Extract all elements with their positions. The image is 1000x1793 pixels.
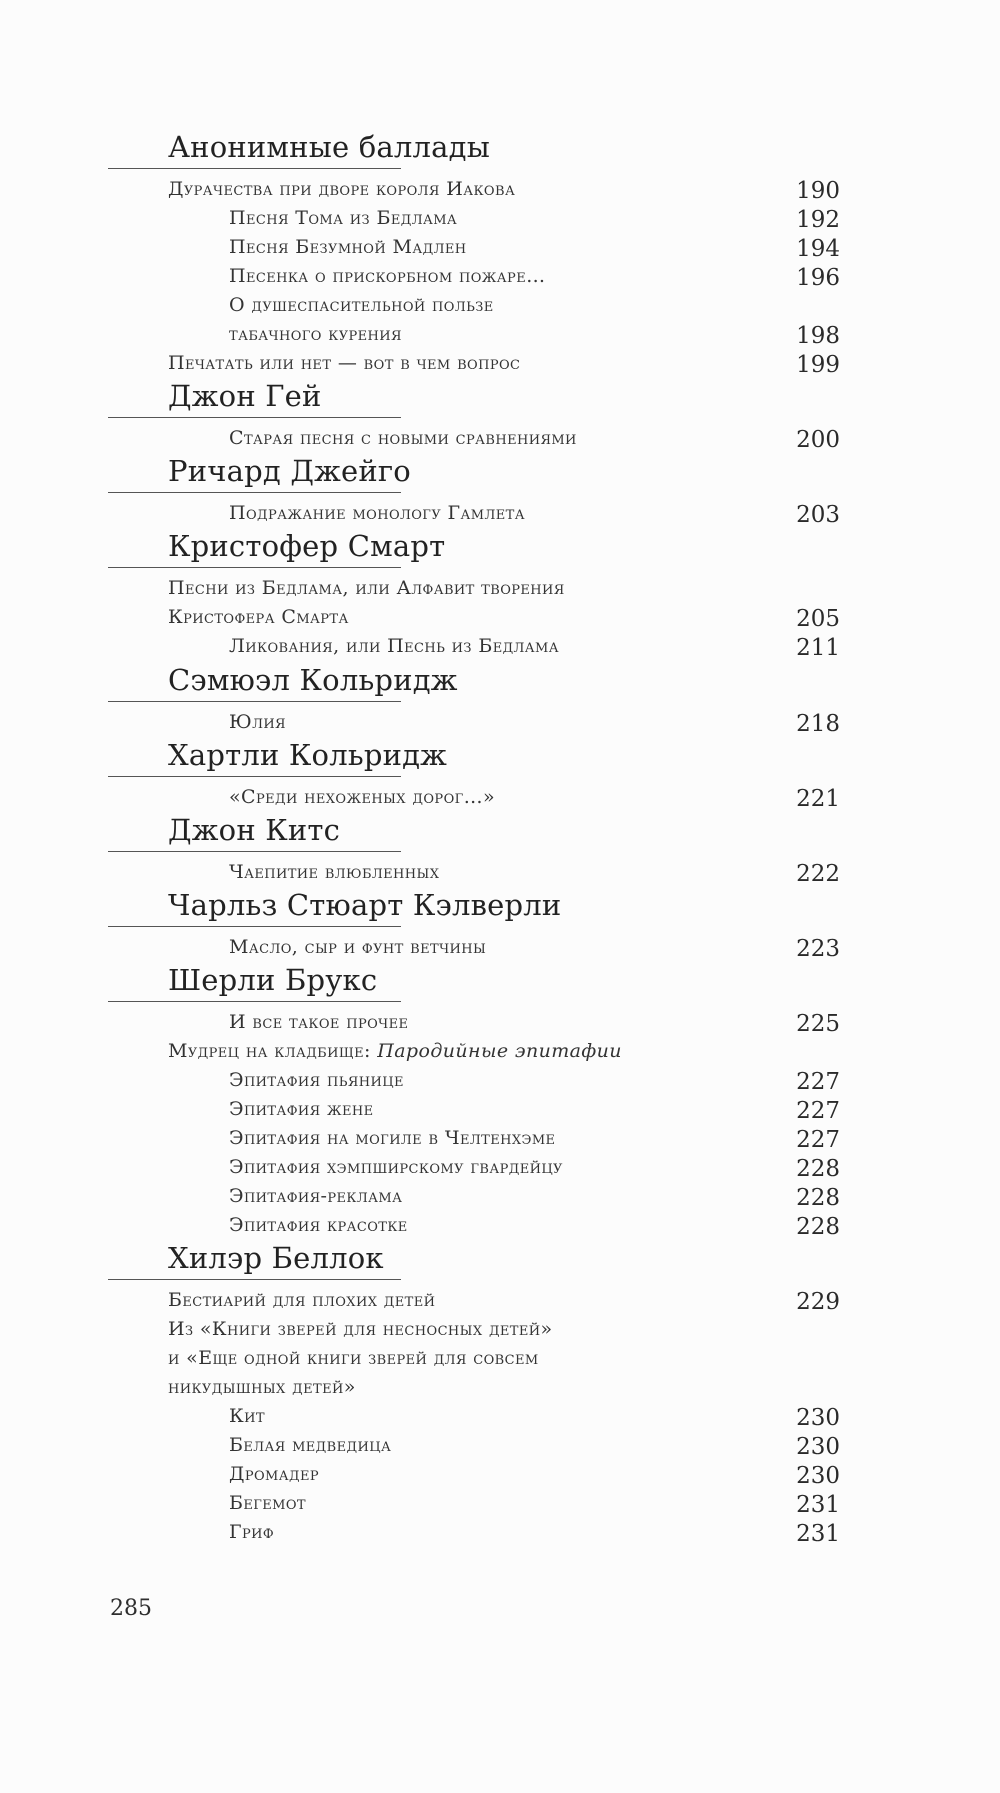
entry-page: 228 <box>796 1214 840 1240</box>
toc-entry <box>0 579 1000 608</box>
section-author: Джон Гей <box>168 379 322 413</box>
page-number: 285 <box>110 1596 152 1621</box>
toc-entry <box>0 788 1000 817</box>
author-rule <box>108 492 401 493</box>
author-rule <box>108 1001 401 1002</box>
entry-title-main: Мудрец на кладбище: <box>168 1040 378 1062</box>
entry-title: Эпитафия-реклама <box>229 1185 403 1207</box>
section-author: Джон Китс <box>168 813 341 847</box>
entry-title: Кит <box>229 1405 265 1427</box>
author-rule <box>108 417 401 418</box>
author-rule <box>108 926 401 927</box>
entry-title: Масло, сыр и фунт ветчины <box>229 936 487 958</box>
toc-entry <box>0 238 1000 267</box>
toc-entry <box>0 1378 1000 1407</box>
toc-entry <box>0 1494 1000 1523</box>
entry-title: Кристофера Смарта <box>168 606 349 628</box>
toc-entry <box>0 1042 1000 1071</box>
entry-page: 227 <box>796 1069 840 1095</box>
entry-subtitle: Пародийные эпитафии <box>377 1040 622 1062</box>
section-author: Хартли Кольридж <box>168 738 448 772</box>
toc-entry <box>0 938 1000 967</box>
entry-page: 227 <box>796 1098 840 1124</box>
entry-title: Дурачества при дворе короля Иакова <box>168 178 516 200</box>
toc-entry <box>0 1129 1000 1158</box>
section-author: Анонимные баллады <box>168 130 490 164</box>
entry-title: О душеспасительной пользе <box>229 294 494 316</box>
section-author: Чарльз Стюарт Кэлверли <box>168 888 562 922</box>
section-author: Шерли Брукс <box>168 963 378 997</box>
section-author: Хилэр Беллок <box>168 1241 384 1275</box>
entry-page: 192 <box>796 207 840 233</box>
toc-entry <box>0 1407 1000 1436</box>
entry-title: И все такое прочее <box>229 1011 409 1033</box>
entry-title: Песня Тома из Бедлама <box>229 207 458 229</box>
entry-title: Чаепитие влюбленных <box>229 861 440 883</box>
entry-title: «Среди нехоженых дорог…» <box>229 786 496 808</box>
entry-title: Эпитафия хэмпширскому гвардейцу <box>229 1156 563 1178</box>
toc-entry <box>0 1436 1000 1465</box>
toc-entry <box>0 1071 1000 1100</box>
toc-entry <box>0 1349 1000 1378</box>
entry-title: Эпитафия пьянице <box>229 1069 404 1091</box>
entry-page: 227 <box>796 1127 840 1153</box>
toc-entry <box>0 1523 1000 1552</box>
entry-page: 231 <box>796 1492 840 1518</box>
author-rule <box>108 567 401 568</box>
entry-title: Эпитафия жене <box>229 1098 374 1120</box>
entry-title: Песня Безумной Мадлен <box>229 236 467 258</box>
entry-page: 222 <box>796 861 840 887</box>
toc-entry <box>0 608 1000 637</box>
entry-page: 223 <box>796 936 840 962</box>
entry-page: 230 <box>796 1405 840 1431</box>
author-rule <box>108 701 401 702</box>
entry-title: Эпитафия красотке <box>229 1214 408 1236</box>
entry-title: Из «Книги зверей для несносных детей» <box>168 1318 553 1340</box>
entry-title: Бегемот <box>229 1492 306 1514</box>
author-rule <box>108 168 401 169</box>
entry-title: Гриф <box>229 1521 275 1543</box>
toc-entry <box>0 713 1000 742</box>
entry-title: Подражание монологу Гамлета <box>229 502 525 524</box>
entry-page: 230 <box>796 1463 840 1489</box>
toc-entry <box>0 1320 1000 1349</box>
author-rule <box>108 851 401 852</box>
toc-entry <box>0 1187 1000 1216</box>
entry-page: 203 <box>796 502 840 528</box>
toc-entry <box>0 296 1000 325</box>
entry-title: Дромадер <box>229 1463 320 1485</box>
entry-title: Эпитафия на могиле в Челтенхэме <box>229 1127 556 1149</box>
entry-page: 228 <box>796 1156 840 1182</box>
toc-entry <box>0 180 1000 209</box>
entry-title: Юлия <box>229 711 286 733</box>
entry-page: 228 <box>796 1185 840 1211</box>
author-rule <box>108 1279 401 1280</box>
entry-page: 205 <box>796 606 840 632</box>
toc-entry <box>0 325 1000 354</box>
entry-title <box>168 1042 622 1061</box>
entry-page: 194 <box>796 236 840 262</box>
entry-title: табачного курения <box>229 323 402 345</box>
toc-entry <box>0 1291 1000 1320</box>
toc-entry <box>0 1465 1000 1494</box>
entry-title: Белая медведица <box>229 1434 392 1456</box>
entry-page: 218 <box>796 711 840 737</box>
entry-title: и «Еще одной книги зверей для совсем <box>168 1347 539 1369</box>
entry-title: Песни из Бедлама, или Алфавит творения <box>168 577 565 599</box>
entry-title: Ликования, или Песнь из Бедлама <box>229 635 560 657</box>
toc-entry <box>0 1100 1000 1129</box>
entry-page: 221 <box>796 786 840 812</box>
entry-title: Бестиарий для плохих детей <box>168 1289 436 1311</box>
entry-page: 211 <box>796 635 840 661</box>
author-rule <box>108 776 401 777</box>
toc-entry <box>0 1158 1000 1187</box>
toc-entry <box>0 354 1000 383</box>
toc-entry <box>0 504 1000 533</box>
toc-entry <box>0 209 1000 238</box>
entry-title: Песенка о прискорбном пожаре… <box>229 265 546 287</box>
entry-page: 231 <box>796 1521 840 1547</box>
entry-page: 199 <box>796 352 840 378</box>
entry-page: 225 <box>796 1011 840 1037</box>
entry-title: Печатать или нет — вот в чем вопрос <box>168 352 521 374</box>
entry-page: 200 <box>796 427 840 453</box>
toc-entry <box>0 429 1000 458</box>
section-author: Сэмюэл Кольридж <box>168 663 458 697</box>
entry-page: 229 <box>796 1289 840 1315</box>
toc-entry <box>0 1013 1000 1042</box>
section-author: Кристофер Смарт <box>168 529 446 563</box>
entry-title: Старая песня с новыми сравнениями <box>229 427 577 449</box>
entry-page: 198 <box>796 323 840 349</box>
toc-entry <box>0 267 1000 296</box>
entry-page: 190 <box>796 178 840 204</box>
section-author: Ричард Джейго <box>168 454 411 488</box>
toc-entry <box>0 1216 1000 1245</box>
entry-page: 230 <box>796 1434 840 1460</box>
entry-title: никудышных детей» <box>168 1376 356 1398</box>
toc-entry <box>0 637 1000 666</box>
entry-page: 196 <box>796 265 840 291</box>
